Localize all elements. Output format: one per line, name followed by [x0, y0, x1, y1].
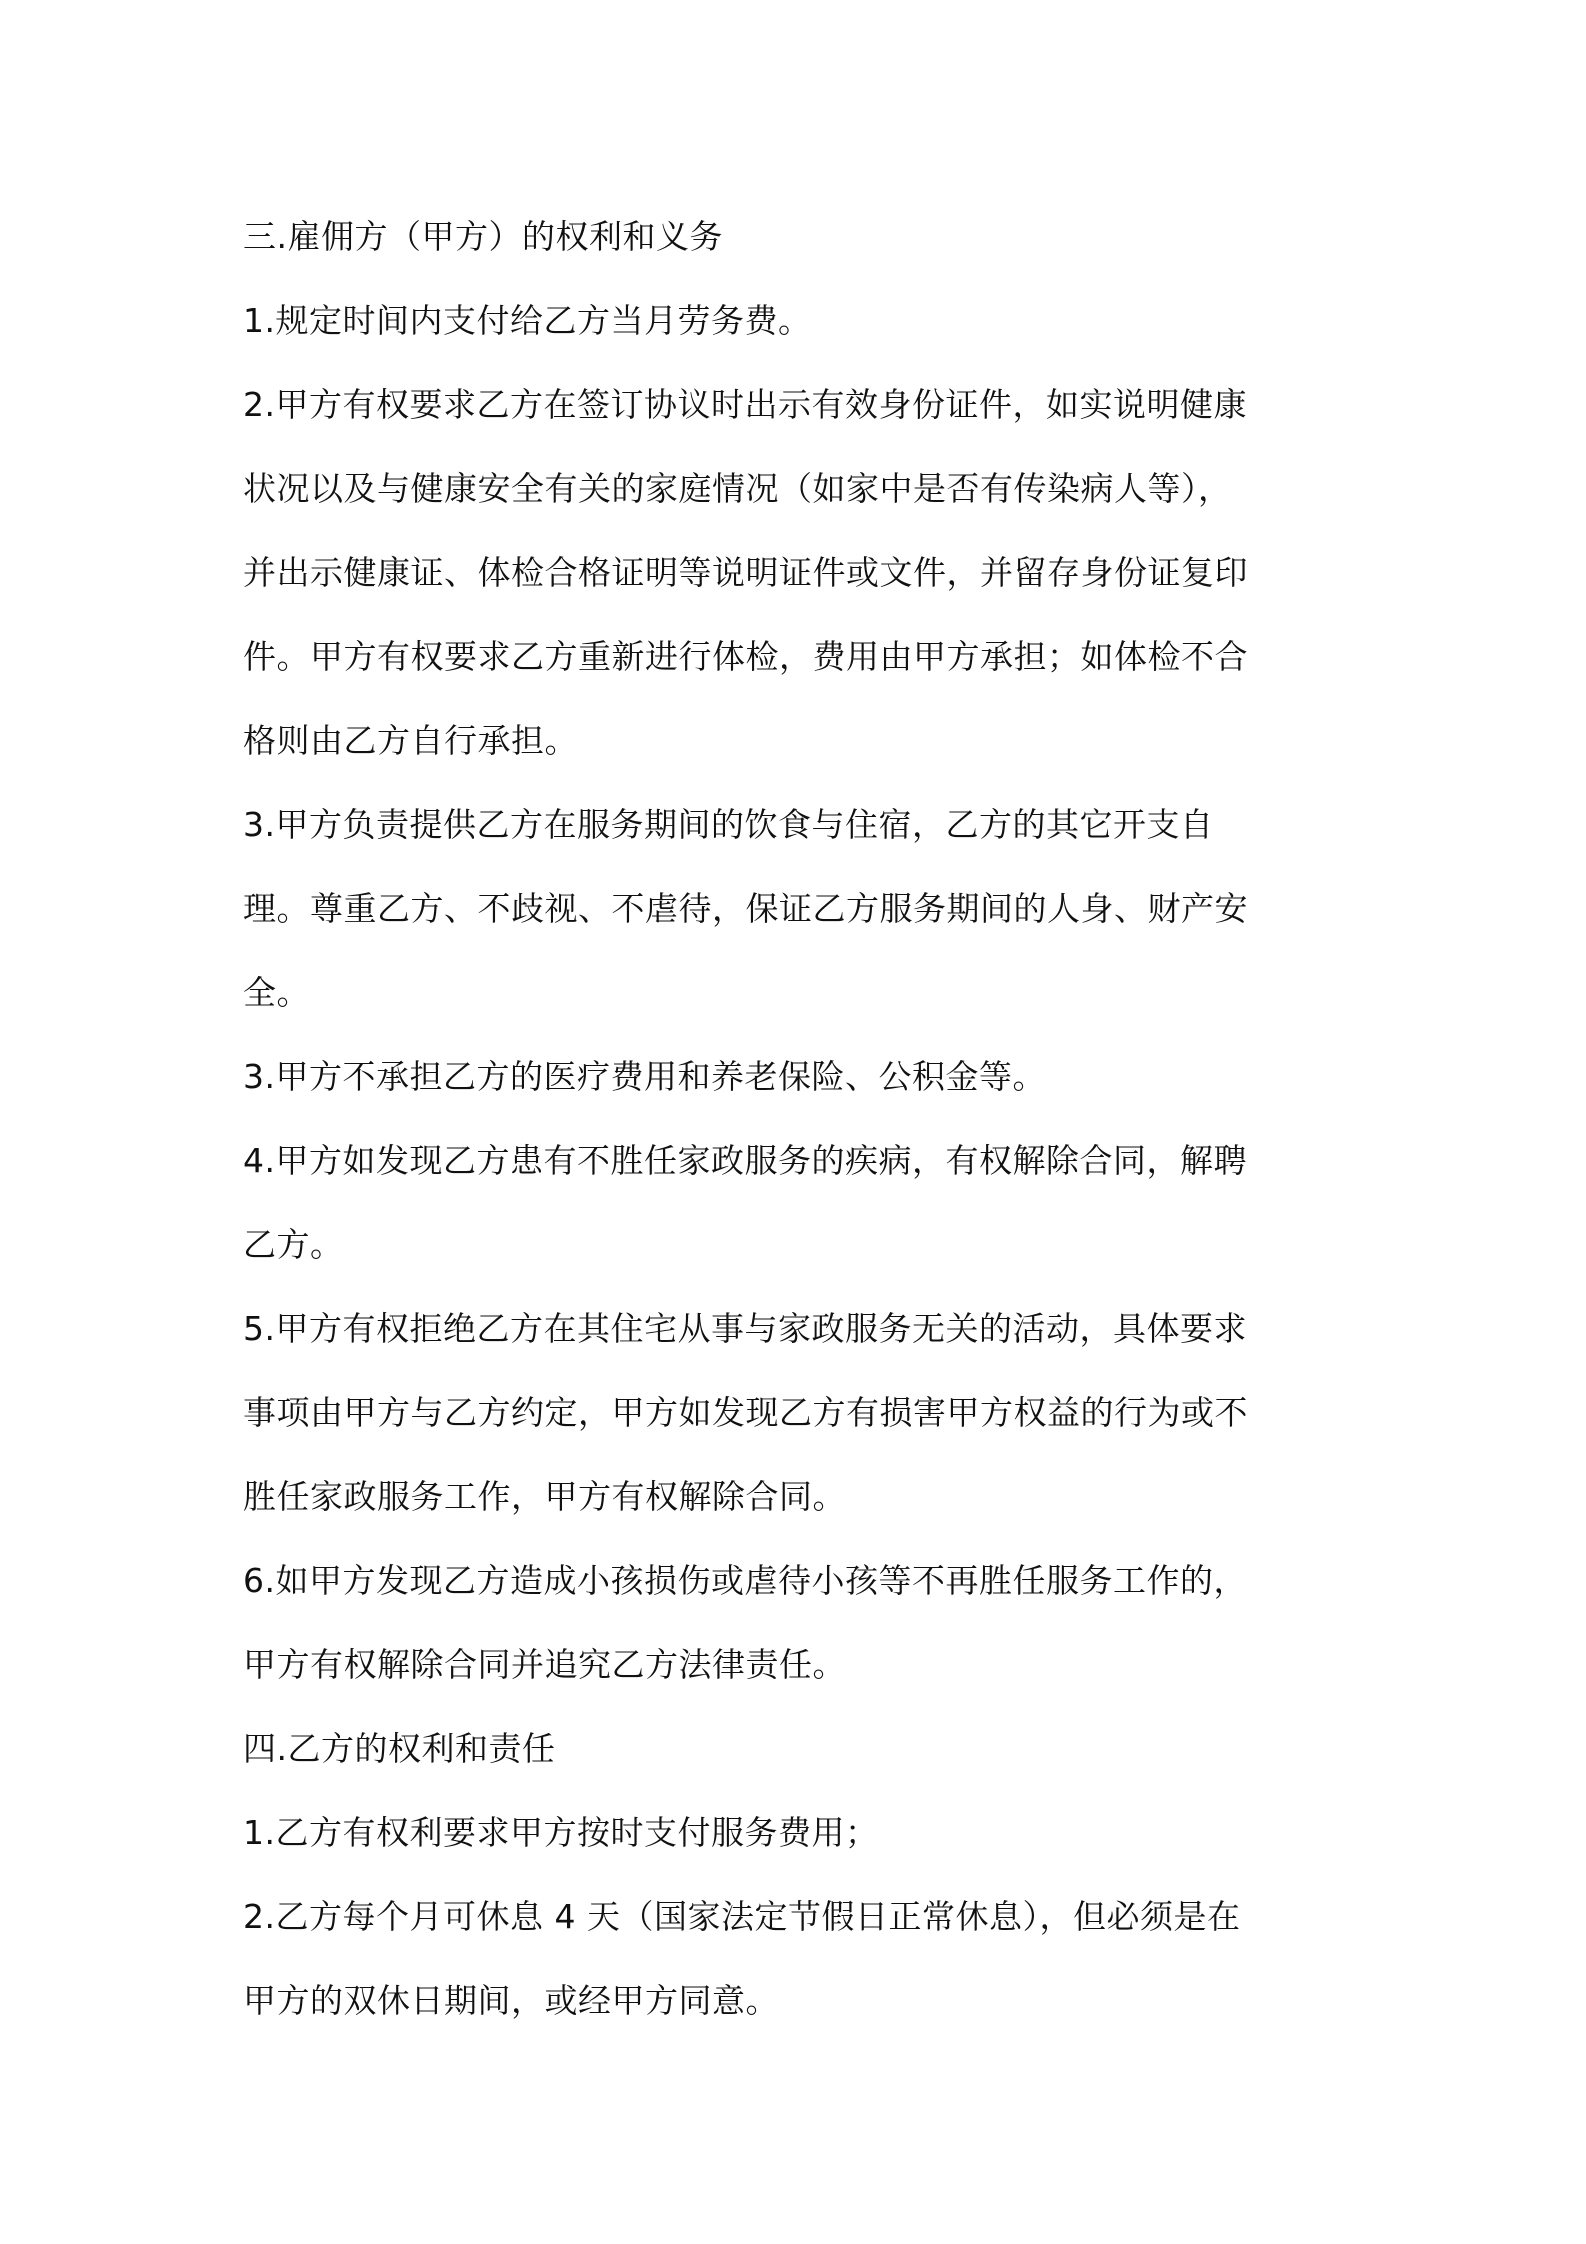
text-line: 件。甲方有权要求乙方重新进行体检，费用由甲方承担；如体检不合: [243, 637, 1248, 676]
text-line: 5.甲方有权拒绝乙方在其住宅从事与家政服务无关的活动，具体要求: [243, 1309, 1247, 1348]
text-line: 2.乙方每个月可休息 4 天（国家法定节假日正常休息），但必须是在: [243, 1897, 1241, 1936]
text-line: 并出示健康证、体检合格证明等说明证件或文件，并留存身份证复印: [243, 553, 1248, 592]
text-line: 4.甲方如发现乙方患有不胜任家政服务的疾病，有权解除合同，解聘: [243, 1141, 1247, 1180]
text-line: 理。尊重乙方、不歧视、不虐待，保证乙方服务期间的人身、财产安: [243, 889, 1248, 928]
text-line: 1.乙方有权利要求甲方按时支付服务费用；: [243, 1813, 879, 1852]
text-line: 胜任家政服务工作，甲方有权解除合同。: [243, 1477, 846, 1516]
text-line: 3.甲方负责提供乙方在服务期间的饮食与住宿，乙方的其它开支自: [243, 805, 1214, 844]
text-line: 格则由乙方自行承担。: [243, 721, 578, 760]
text-line: 3.甲方不承担乙方的医疗费用和养老保险、公积金等。: [243, 1057, 1046, 1096]
section-heading-4: 四.乙方的权利和责任: [243, 1729, 556, 1768]
text-line: 状况以及与健康安全有关的家庭情况（如家中是否有传染病人等），: [243, 469, 1232, 508]
text-line: 1.规定时间内支付给乙方当月劳务费。: [243, 301, 812, 340]
text-line: 甲方的双休日期间，或经甲方同意。: [243, 1981, 779, 2020]
text-line: 全。: [243, 973, 310, 1012]
text-line: 6.如甲方发现乙方造成小孩损伤或虐待小孩等不再胜任服务工作的，: [243, 1561, 1247, 1600]
section-heading-3: 三.雇佣方（甲方）的权利和义务: [243, 217, 723, 256]
text-line: 2.甲方有权要求乙方在签订协议时出示有效身份证件，如实说明健康: [243, 385, 1247, 424]
text-line: 事项由甲方与乙方约定，甲方如发现乙方有损害甲方权益的行为或不: [243, 1393, 1248, 1432]
text-line: 甲方有权解除合同并追究乙方法律责任。: [243, 1645, 846, 1684]
document-body: [243, 195, 1363, 2043]
text-line: 乙方。: [243, 1225, 344, 1264]
